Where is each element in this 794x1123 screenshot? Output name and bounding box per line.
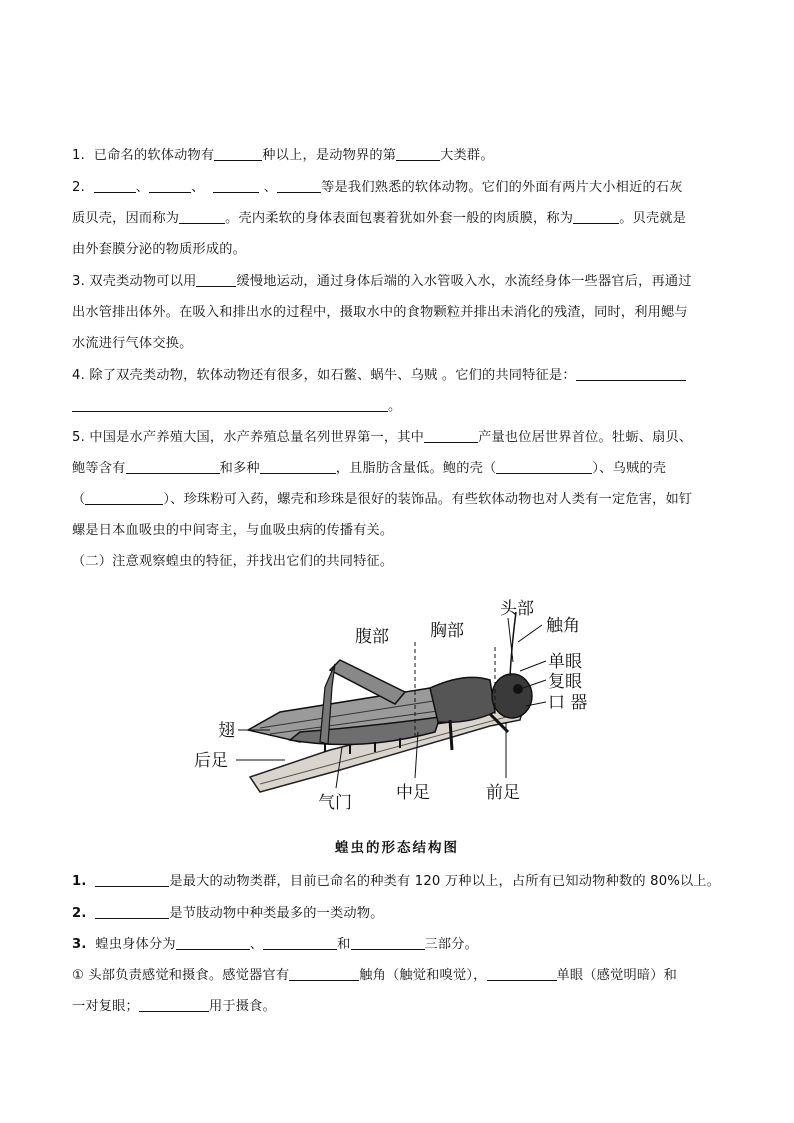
question-2: 2. 、 、 、 等是我们熟悉的软体动物。它们的外面有两片大小相近的石灰 质贝壳，因而称为 。壳内柔软的身体表面包裹着犹如外套一般的肉质膜，称为 。贝壳就是 由外套膜分泌的物质形成的。 bbox=[72, 180, 687, 257]
part2-question-1: 1. 是最大的动物类群，目前已命名的种类有 120 万种以上，占所有已知动物种数的 80%以上。 bbox=[72, 874, 721, 889]
label-thorax: 胸部 bbox=[430, 621, 464, 641]
answer-blank[interactable] bbox=[139, 997, 209, 1012]
answer-blank[interactable] bbox=[576, 366, 686, 381]
answer-blank[interactable] bbox=[126, 459, 220, 474]
answer-blank[interactable] bbox=[196, 272, 236, 287]
question-1: 1. 已命名的软体动物有 种以上，是动物界的第 大类群。 bbox=[72, 148, 494, 163]
grasshopper-figure bbox=[190, 592, 610, 817]
answer-blank[interactable] bbox=[277, 178, 321, 193]
question-3: 3. 双壳类动物可以用 缓慢地运动，通过身体后端的入水管吸入水，水流经身体一些器官后，再通过 出水管排出体外。在吸入和排出水的过程中，摄取水中的食物颗粒并排出未消化的残渣，同时，利用鳃与 水流进行气体交换。 bbox=[72, 274, 692, 351]
answer-blank[interactable] bbox=[176, 935, 250, 950]
label-hind-leg: 后足 bbox=[194, 751, 228, 771]
answer-blank[interactable] bbox=[487, 966, 557, 981]
answer-blank[interactable] bbox=[95, 872, 169, 887]
part2-question-3: 3. 蝗虫身体分为 、 和 三部分。 bbox=[72, 937, 479, 952]
answer-blank[interactable] bbox=[496, 459, 592, 474]
ocellus-leader bbox=[520, 661, 546, 671]
answer-blank[interactable] bbox=[351, 935, 425, 950]
answer-blank[interactable] bbox=[263, 935, 337, 950]
section-2-heading: （二）注意观察蝗虫的特征，并找出它们的共同特征。 bbox=[72, 554, 394, 569]
label-mouthparts: 口 器 bbox=[548, 693, 588, 713]
answer-blank[interactable] bbox=[424, 428, 478, 443]
answer-blank[interactable] bbox=[396, 146, 440, 161]
answer-blank[interactable] bbox=[149, 178, 191, 193]
answer-blank[interactable] bbox=[289, 966, 359, 981]
label-fore-leg: 前足 bbox=[486, 783, 520, 803]
compound-eye-shape bbox=[513, 684, 523, 694]
answer-blank[interactable] bbox=[95, 904, 169, 919]
answer-blank[interactable] bbox=[573, 209, 619, 224]
head-shape bbox=[492, 674, 532, 718]
answer-blank[interactable] bbox=[94, 178, 136, 193]
label-compound-eye: 复眼 bbox=[548, 672, 582, 692]
label-abdomen: 腹部 bbox=[355, 627, 389, 647]
question-5: 5. 中国是水产养殖大国，水产养殖总量名列世界第一，其中 产量也位居世界首位。牡蛎、扇贝、 鲍等含有 和多种 ，且脂肪含量低。鲍的壳（ ）、乌贼的壳 （ ）、珍珠粉可入药，螺壳和珍珠是很好的装饰品。有些软体动物也对人类有一定危害，如钉 螺是日本血吸虫的中间寄主，与血吸虫病的传播有关。 bbox=[72, 430, 693, 538]
answer-blank[interactable] bbox=[85, 490, 163, 505]
figure-caption: 蝗虫的形态结构图 bbox=[335, 840, 459, 856]
part2-question-2: 2. 是节肢动物中种类最多的一类动物。 bbox=[72, 906, 384, 921]
label-wing: 翅 bbox=[218, 721, 235, 741]
answer-blank[interactable] bbox=[260, 459, 336, 474]
grasshopper-diagram bbox=[190, 592, 610, 817]
answer-blank[interactable] bbox=[213, 178, 259, 193]
label-spiracle: 气门 bbox=[318, 793, 352, 813]
label-ocellus: 单眼 bbox=[548, 652, 582, 672]
label-antenna: 触角 bbox=[546, 616, 580, 636]
antenna-leader bbox=[518, 625, 542, 642]
thorax-shape bbox=[430, 677, 495, 722]
mid-leg-shape bbox=[450, 720, 452, 750]
answer-blank[interactable] bbox=[179, 209, 225, 224]
question-4: 4. 除了双壳类动物，软体动物还有很多，如石鳖、蜗牛、乌贼 。它们的共同特征是： 。 bbox=[72, 360, 722, 422]
answer-blank[interactable] bbox=[214, 146, 262, 161]
part2-question-4: ① 头部负责感觉和摄食。感觉器官有 触角（触觉和嗅觉）， 单眼（感觉明暗）和 一对复眼； 用于摄食。 bbox=[72, 968, 678, 1014]
answer-blank[interactable] bbox=[72, 397, 388, 412]
label-mid-leg: 中足 bbox=[396, 783, 430, 803]
label-head: 头部 bbox=[500, 599, 534, 619]
